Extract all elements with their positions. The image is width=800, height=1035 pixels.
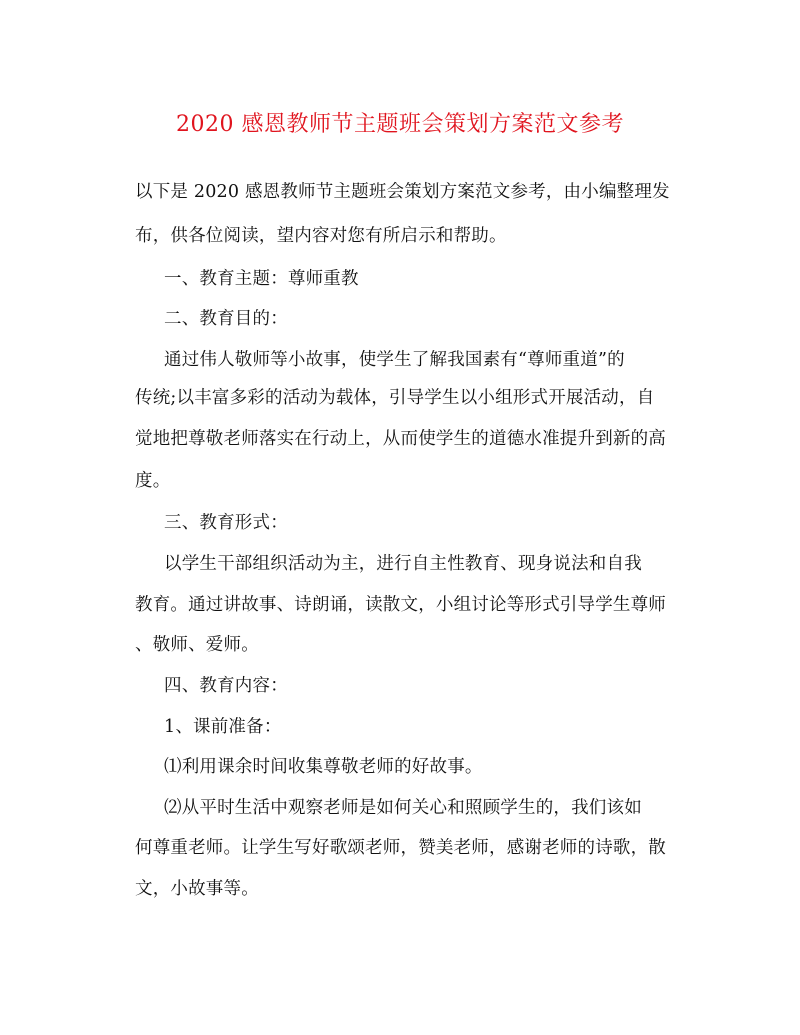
paragraph-line: 以下是 2020 感恩教师节主题班会策划方案范文参考，由小编整理发 <box>135 182 670 202</box>
paragraph-line: 传统;以丰富多彩的活动为载体，引导学生以小组形式开展活动，自 <box>135 388 655 408</box>
section-heading: 二、教育目的： <box>164 309 288 329</box>
section-heading: 三、教育形式： <box>164 513 288 533</box>
section-heading: 一、教育主题：尊师重教 <box>164 269 359 289</box>
paragraph-line: 通过伟人敬师等小故事，使学生了解我国素有“尊师重道”的 <box>164 350 625 370</box>
paragraph-line: 教育。通过讲故事、诗朗诵，读散文，小组讨论等形式引导学生尊师 <box>135 595 666 615</box>
subsection-heading: 1、课前准备： <box>164 717 282 737</box>
paragraph-line: 以学生干部组织活动为主，进行自主性教育、现身说法和自我 <box>164 554 642 574</box>
paragraph-line: 文，小故事等。 <box>135 879 259 899</box>
paragraph-line: 、敬师、爱师。 <box>135 635 259 655</box>
paragraph-line: 度。 <box>135 471 171 491</box>
list-item: ⑴利用课余时间收集尊敬老师的好故事。 <box>164 757 483 777</box>
document-title: 2020 感恩教师节主题班会策划方案范文参考 <box>176 112 624 137</box>
section-heading: 四、教育内容： <box>164 676 288 696</box>
list-item: ⑵从平时生活中观察老师是如何关心和照顾学生的，我们该如 <box>164 798 642 818</box>
paragraph-line: 何尊重老师。让学生写好歌颂老师，赞美老师，感谢老师的诗歌，散 <box>135 838 666 858</box>
paragraph-line: 觉地把尊敬老师落实在行动上，从而使学生的道德水准提升到新的高 <box>135 429 666 449</box>
paragraph-line: 布，供各位阅读，望内容对您有所启示和帮助。 <box>135 226 507 246</box>
